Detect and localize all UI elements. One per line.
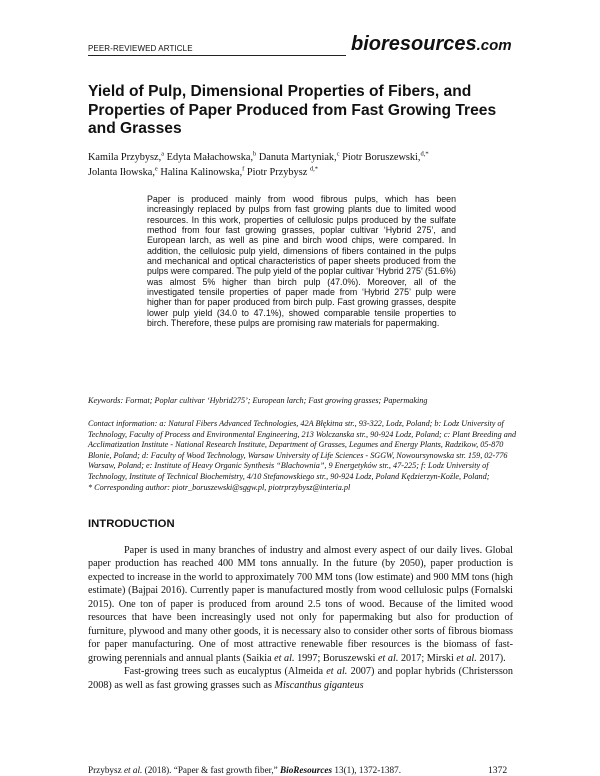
author-affiliation-mark: e	[154, 165, 158, 173]
author-line-1	[88, 150, 518, 165]
italic-run: et al.	[274, 652, 295, 664]
italic-run: et al.	[456, 652, 477, 664]
journal-brand-name: bioresources	[351, 33, 477, 55]
author-affiliation-mark: f	[242, 165, 245, 173]
page-footer	[88, 765, 518, 775]
article-type-label: PEER-REVIEWED ARTICLE	[88, 44, 193, 53]
author-list	[88, 150, 518, 180]
keywords: Keywords: Format; Poplar cultivar ‘Hybrid275’; European larch; Fast growing grasses; Papermaking	[88, 396, 428, 405]
corresponding-author[interactable]: * Corresponding author: piotr_boruszewski@sggw.pl, piotrprzybysz@interia.pl	[88, 482, 351, 492]
italic-run: et al.	[378, 652, 399, 664]
page-number: 1372	[488, 765, 508, 776]
author-affiliation-mark: d,*	[420, 150, 429, 158]
author-name: Halina Kalinowska,	[157, 167, 243, 178]
author-name: Jolanta Iłowska,	[88, 167, 155, 178]
text-run: 2017).	[476, 652, 506, 664]
text-run: 1997; Boruszewski	[294, 652, 379, 664]
italic-run: et al.	[326, 666, 348, 678]
author-name: Danuta Martyniak,	[256, 152, 337, 163]
paragraph	[88, 544, 513, 665]
journal-brand[interactable]	[351, 33, 512, 56]
body-text	[88, 544, 513, 692]
footer-title: (2018). “Paper & fast growth fiber,”	[142, 765, 281, 775]
text-run: 2007) and poplar hybrids (Christersson 2008) as well as fast growing grasses such as	[88, 666, 513, 691]
author-name: Kamila Przybysz,	[88, 152, 162, 163]
contact-information	[88, 419, 518, 493]
footer-journal: BioResources	[280, 765, 333, 775]
text-run: Paper is used in many branches of industry and almost every aspect of our daily lives. Global paper production has reached 400 MM tons annually. In the future (by 2050), paper production is expected to increase in the world to approximately 700 MM tons (low estimate) and 900 MM tons (high estimate) (Bajpai 2016). Currently paper is manufactured mostly from wood cellulosic pulps (Fornalski 2015). One ton of paper is produced from around 2.5 tons of wood. Because of the limited wood resources that have been increasingly used not only for papermaking but also for production of furniture, plywood and many other goods, it is necessary also to consider other sorts of fibrous biomass for paper manufacturing. One of most attractive renewable fiber resources is the biomass of fast-growing perennials and annual plants (Saikia	[88, 545, 513, 664]
article-title: Yield of Pulp, Dimensional Properties of Fibers, and Properties of Paper Produced from Fast Growing Trees and Grasses	[88, 83, 497, 137]
author-affiliation-mark: c	[336, 150, 340, 158]
header-rule	[88, 55, 346, 56]
footer-authors: Przybysz	[88, 765, 124, 775]
footer-citation: 13(1), 1372-1387.	[332, 765, 401, 775]
author-name: Piotr Przybysz	[244, 167, 310, 178]
author-name: Piotr Boruszewski,	[339, 152, 421, 163]
affiliations: Contact information: a: Natural Fibers Advanced Technologies, 42A Błękitna str., 93-322, Lodz, Poland; b: Lodz University of Technology, Faculty of Process and Environmental Engineering, 213 Wolczanska str., 90-924 Lodz, Poland; c: Plant Breeding and Acclimatization Institute - National Research Institute, Department of Grasses, Legumes and Energy Plants, Radzikow, 05-870 Blonie, Poland; d: Faculty of Wood Technology, Warsaw University of Life Sciences - SGGW, Nowoursynowska str. 159, 02-776 Warsaw, Poland; e: Institute of Heavy Organic Synthesis “Blachownia”, 9 Energetyków str., 47-225; f: Lodz University of Technology, Institute of Technical Biochemistry, 4/10 Stefanowskiego str., 90-924 Lodz, Poland Kędzierzyn-Koźle, Poland;	[88, 419, 517, 481]
section-heading-introduction: INTRODUCTION	[88, 518, 175, 530]
italic-run: Miscanthus giganteus	[274, 679, 364, 691]
author-line-2	[88, 165, 518, 180]
paragraph	[88, 665, 513, 692]
author-affiliation-mark: a	[161, 150, 165, 158]
author-affiliation-mark: d,*	[309, 165, 318, 173]
footer-etal: et al.	[123, 765, 143, 775]
text-run: Fast-growing trees such as eucalyptus (Almeida	[124, 666, 327, 678]
author-name: Edyta Małachowska,	[164, 152, 254, 163]
text-run: 2017; Mirski	[398, 652, 457, 664]
author-affiliation-mark: b	[253, 150, 257, 158]
abstract: Paper is produced mainly from wood fibrous pulps, which has been increasingly replaced by pulps from fast growing plants due to limited wood resources. In this work, properties of cellulosic pulps produced by the sulfate method from four fast growing grasses, poplar cultivar ‘Hybrid 275’, and European larch, as well as pine and birch wood chips, were compared. In addition, the cellulosic pulp yield, dimensions of fibers contained in the pulps and mechanical and optical characteristics of paper sheets produced from the pulps were compared. The pulp yield of the poplar cultivar ‘Hybrid 275’ (51.6%) was almost 5% higher than birch pulp (47.0%). Moreover, all of the investigated tensile properties of paper made from ‘Hybrid 275’ pulp were higher than for paper produced from birch pulp. Fast growing grasses, despite lower pulp yield (34.0 to 47.1%), showed comparable tensile properties to birch. Therefore, these pulps are promising raw materials for papermaking.	[147, 194, 456, 329]
journal-brand-suffix: .com	[476, 37, 512, 54]
